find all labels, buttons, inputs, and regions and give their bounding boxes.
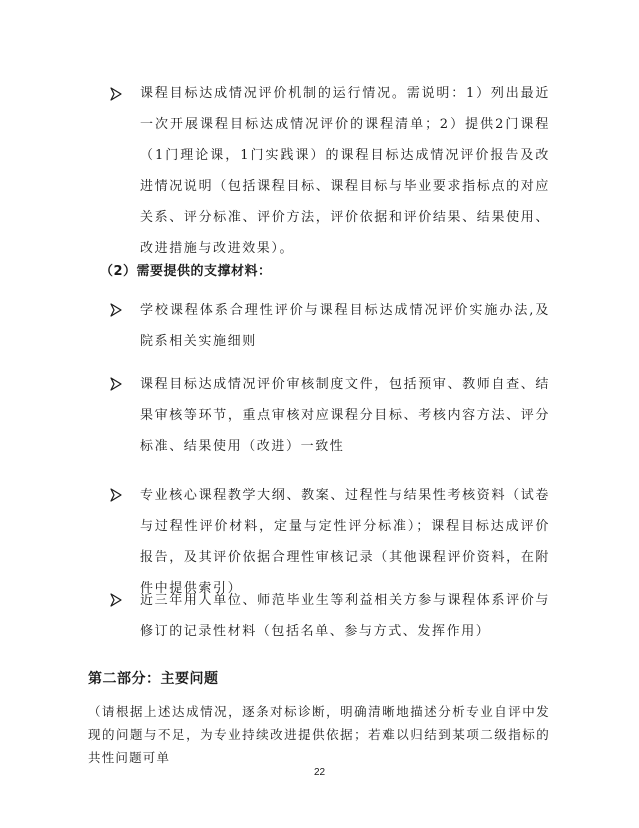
- arrow-bullet-icon: [110, 87, 126, 103]
- bullet-text: 专业核心课程教学大纲、教案、过程性与结果性考核资料（试卷与过程性评价材料，定量与定性评分标准）；课程目标达成评价报告，及其评价依据合理性审核记录（其他课程评价资料，在附件中提供索引）: [140, 488, 550, 596]
- section-heading: （2）需要提供的支撑材料：: [100, 264, 272, 279]
- bullet-text: 课程目标达成情况评价机制的运行情况。需说明：1）列出最近一次开展课程目标达成情况评价的课程清单；2）提供2门课程（1门理论课，1门实践课）的课程目标达成情况评价报告及改进情况说明（包括课程目标、课程目标与毕业要求指标点的对应关系、评分标准、评价方法，评价依据和评价结果、结果使用、改进措施与改进效果）。: [140, 86, 550, 256]
- arrow-bullet-icon: [110, 303, 126, 319]
- bullet-text: 学校课程体系合理性评价与课程目标达成情况评价实施办法,及院系相关实施细则: [140, 303, 550, 349]
- bullet-text: 近三年用人单位、师范毕业生等利益相关方参与课程体系评价与修订的记录性材料（包括名单、参与方式、发挥作用）: [140, 593, 550, 639]
- arrow-bullet-icon: [110, 488, 126, 504]
- arrow-bullet-icon: [110, 377, 126, 393]
- page-number: 22: [313, 767, 326, 778]
- part-title: 第二部分：主要问题: [88, 671, 219, 687]
- intro-paragraph: （请根据上述达成情况，逐条对标诊断，明确清晰地描述分析专业自评中发现的问题与不足，为专业持续改进提供依据；若难以归结到某项二级指标的共性问题可单: [88, 704, 550, 765]
- arrow-bullet-icon: [110, 593, 126, 609]
- bullet-text: 课程目标达成情况评价审核制度文件，包括预审、教师自查、结果审核等环节，重点审核对应课程分目标、考核内容方法、评分标准、结果使用（改进）一致性: [140, 377, 550, 454]
